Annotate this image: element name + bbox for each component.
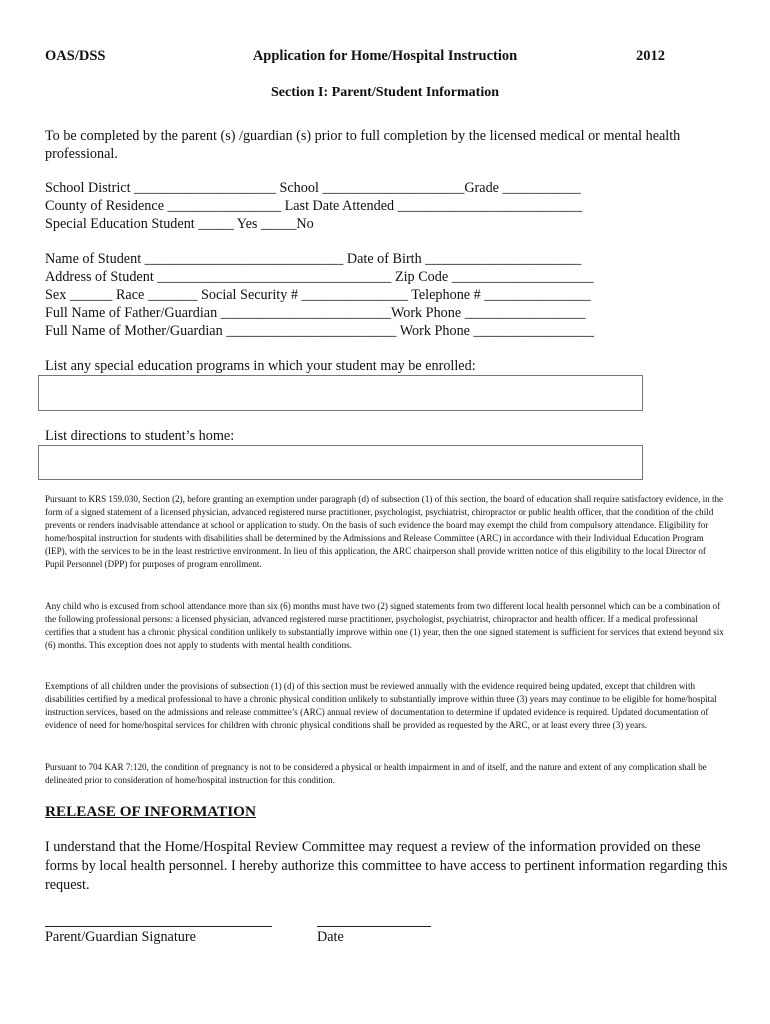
programs-label: List any special education programs in which your student may be enrolled: [45,358,476,374]
header-org: OAS/DSS [45,48,106,64]
field-row-school[interactable]: School District ____________________ School ____________________Grade ___________ [45,180,581,196]
field-row-special-ed[interactable]: Special Education Student _____ Yes _____No [45,216,314,232]
date-line[interactable] [317,926,431,927]
paragraph-six-months: Any child who is excused from school attendance more than six (6) months must have two (2) signed statements from two different local health personnel which can be a combination of the following professional persons: a licensed physician, advanced registered nurse practitioner, psychologist, psychiatrist, chiropractor and health officer. If a medical professional certifies that a student has a chronic physical condition unlikely to substantially improve within one (1) year, then the one signed statement is sufficient for services that extend beyond six (6) months. This exception does not apply to students with mental health conditions. [45,601,724,651]
date-label: Date [317,929,344,945]
field-row-mother[interactable]: Full Name of Mother/Guardian ________________________ Work Phone _________________ [45,323,595,339]
directions-label: List directions to student’s home: [45,428,235,444]
paragraph-pregnancy: Pursuant to 704 KAR 7:120, the condition of pregnancy is not to be considered a physical or health impairment in and of itself, and the nature and extent of any complication shall be delineated prior to consideration of home/hospital instruction for this condition. [45,762,707,786]
programs-input-box[interactable] [38,375,643,411]
field-row-county[interactable]: County of Residence ________________ Last Date Attended __________________________ [45,198,583,214]
header-year: 2012 [636,48,665,64]
signature-label: Parent/Guardian Signature [45,929,196,945]
signature-line[interactable] [45,926,272,927]
field-row-address[interactable]: Address of Student _________________________________ Zip Code ____________________ [45,269,594,285]
field-row-sex-race[interactable]: Sex ______ Race _______ Social Security # _______________ Telephone # _______________ [45,287,591,303]
field-row-student-name[interactable]: Name of Student ____________________________ Date of Birth ______________________ [45,251,582,267]
release-heading: RELEASE OF INFORMATION [45,803,256,820]
directions-input-box[interactable] [38,445,643,480]
field-row-father[interactable]: Full Name of Father/Guardian ________________________Work Phone _________________ [45,305,586,321]
intro-text: To be completed by the parent (s) /guardian (s) prior to full completion by the licensed medical or mental health professional. [45,128,681,162]
paragraph-krs: Pursuant to KRS 159.030, Section (2), before granting an exemption under paragraph (d) of subsection (1) of this section, the board of education shall require satisfactory evidence, in the form of a signed statement of a licensed physician, advanced registered nurse practitioner, psychologist, psychiatrist, chiropractor or public health officer, that the condition of the child prevents or renders inadvisable attendance at school or application to study. On the basis of such evidence the board may exempt the child from compulsory attendance. Eligibility for home/hospital instruction for students with disabilities shall be determined by the Admissions and Release Committee (ARC) in accordance with their Individual Education Program (IEP), with the services to be in the least restrictive environment. In lieu of this application, the ARC chairperson shall provide written notice of this eligibility to the local Director of Pupil Personnel (DPP) for purposes of program enrollment. [45,494,724,570]
header-title: Application for Home/Hospital Instruction [252,48,518,64]
release-text: I understand that the Home/Hospital Review Committee may request a review of the information provided on these forms by local health personnel. I hereby authorize this committee to have access to pertinent information regarding this request. [45,839,728,893]
paragraph-exemptions: Exemptions of all children under the provisions of subsection (1) (d) of this section must be reviewed annually with the evidence required being updated, except that children with disabilities certified by a medical professional to have a chronic physical condition unlikely to substantially improve within three (3) years may continue to be eligible for home/hospital instruction services, based on the admissions and release committee’s (ARC) annual review of documentation to determine if updated evidence is required. Updated documentation of evidence of need for home/hospital services for children with chronic physical conditions shall be provided as requested by the ARC, or at least every three (3) years. [45,681,717,731]
section-title: Section I: Parent/Student Information [270,85,500,100]
